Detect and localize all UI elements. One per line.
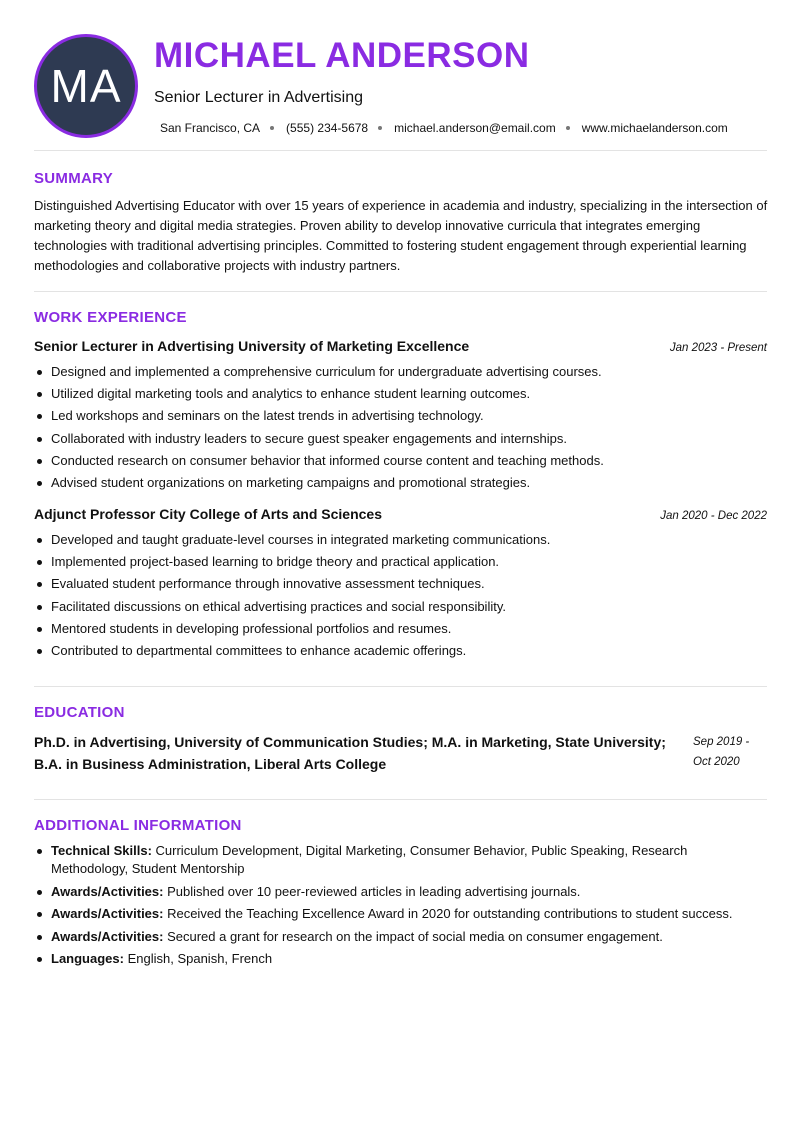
job-bullets [34,361,767,494]
additional-info-list [34,842,767,973]
list-item: Evaluated student performance through innovative assessment techniques. [34,573,767,595]
item-text: Published over 10 peer-reviewed articles in leading advertising journals. [163,883,581,899]
job-date: Jan 2020 - Dec 2022 [660,510,767,522]
job-date: Jan 2023 - Present [669,342,767,354]
item-label: Awards/Activities: [51,906,164,921]
education-degrees: Ph.D. in Advertising, University of Communication Studies; M.A. in Marketing, State University; B.A. in Business Administration, Liberal Arts College [34,734,666,772]
list-item: Collaborated with industry leaders to secure guest speaker engagements and internships. [34,428,767,450]
list-item [34,883,767,901]
separator-dot [270,126,274,130]
summary-heading: SUMMARY [34,170,114,187]
list-item: Utilized digital marketing tools and analytics to enhance student learning outcomes. [34,383,767,405]
list-item [34,950,767,968]
section-divider [34,291,767,292]
education-date: Sep 2019 - Oct 2020 [693,736,750,768]
item-text: Curriculum Development, Digital Marketing, Consumer Behavior, Public Speaking, Research Methodology, Student Mentorship [51,843,688,876]
section-divider [34,150,767,151]
list-item: Contributed to departmental committees to enhance academic offerings. [34,640,767,662]
list-item: Advised student organizations on marketing campaigns and promotional strategies. [34,472,767,494]
job-header [34,506,767,522]
contact-location: San Francisco, CA [160,121,261,135]
job-subtitle: Senior Lecturer in Advertising [154,89,363,106]
separator-dot [566,126,570,130]
summary-text: Distinguished Advertising Educator with over 15 years of experience in academia and industry, specializing in the intersection of marketing theory and digital media strategies. Proven ability to develop innovative curricula that integrates emerging technologies with traditional advertising principles. Committed to fostering student engagement through experiential learning methodologies and collaborative projects with industry partners. [34,198,768,273]
section-divider [34,799,767,800]
list-item [34,928,767,946]
additional-info-heading: ADDITIONAL INFORMATION [34,817,242,834]
item-label: Awards/Activities: [51,928,164,944]
job-header [34,338,767,354]
experience-heading: WORK EXPERIENCE [34,309,187,326]
item-label: Awards/Activities: [51,883,164,899]
education-heading: EDUCATION [34,704,125,721]
list-item: Facilitated discussions on ethical advertising practices and social responsibility. [34,596,767,618]
item-text: Secured a grant for research on the impact of social media on consumer engagement. [163,928,663,944]
item-label: Languages: [51,951,124,966]
list-item [34,842,767,878]
avatar: MA [34,34,138,138]
list-item: Conducted research on consumer behavior that informed course content and teaching methods. [34,450,767,472]
item-text: English, Spanish, French [123,951,273,966]
candidate-name: MICHAEL ANDERSON [154,36,530,75]
list-item [34,905,767,923]
item-label: Technical Skills: [51,843,152,858]
list-item: Implemented project-based learning to bridge theory and practical application. [34,551,767,573]
resume-header [0,0,800,150]
contact-phone[interactable]: (555) 234-5678 [286,121,369,135]
contact-line [160,121,728,135]
job-title: Senior Lecturer in Advertising University of Marketing Excellence [34,338,470,354]
contact-website[interactable]: www.michaelanderson.com [581,121,728,135]
list-item: Led workshops and seminars on the latest trends in advertising technology. [34,405,767,427]
list-item: Designed and implemented a comprehensive curriculum for undergraduate advertising courses. [34,361,767,383]
list-item: Mentored students in developing professional portfolios and resumes. [34,618,767,640]
section-divider [34,686,767,687]
contact-email[interactable]: michael.anderson@email.com [394,121,556,135]
separator-dot [378,126,382,130]
job-bullets [34,529,767,662]
item-text: Received the Teaching Excellence Award in 2020 for outstanding contributions to student success. [163,906,733,921]
list-item: Developed and taught graduate-level courses in integrated marketing communications. [34,529,767,551]
job-title: Adjunct Professor City College of Arts and Sciences [34,506,383,522]
